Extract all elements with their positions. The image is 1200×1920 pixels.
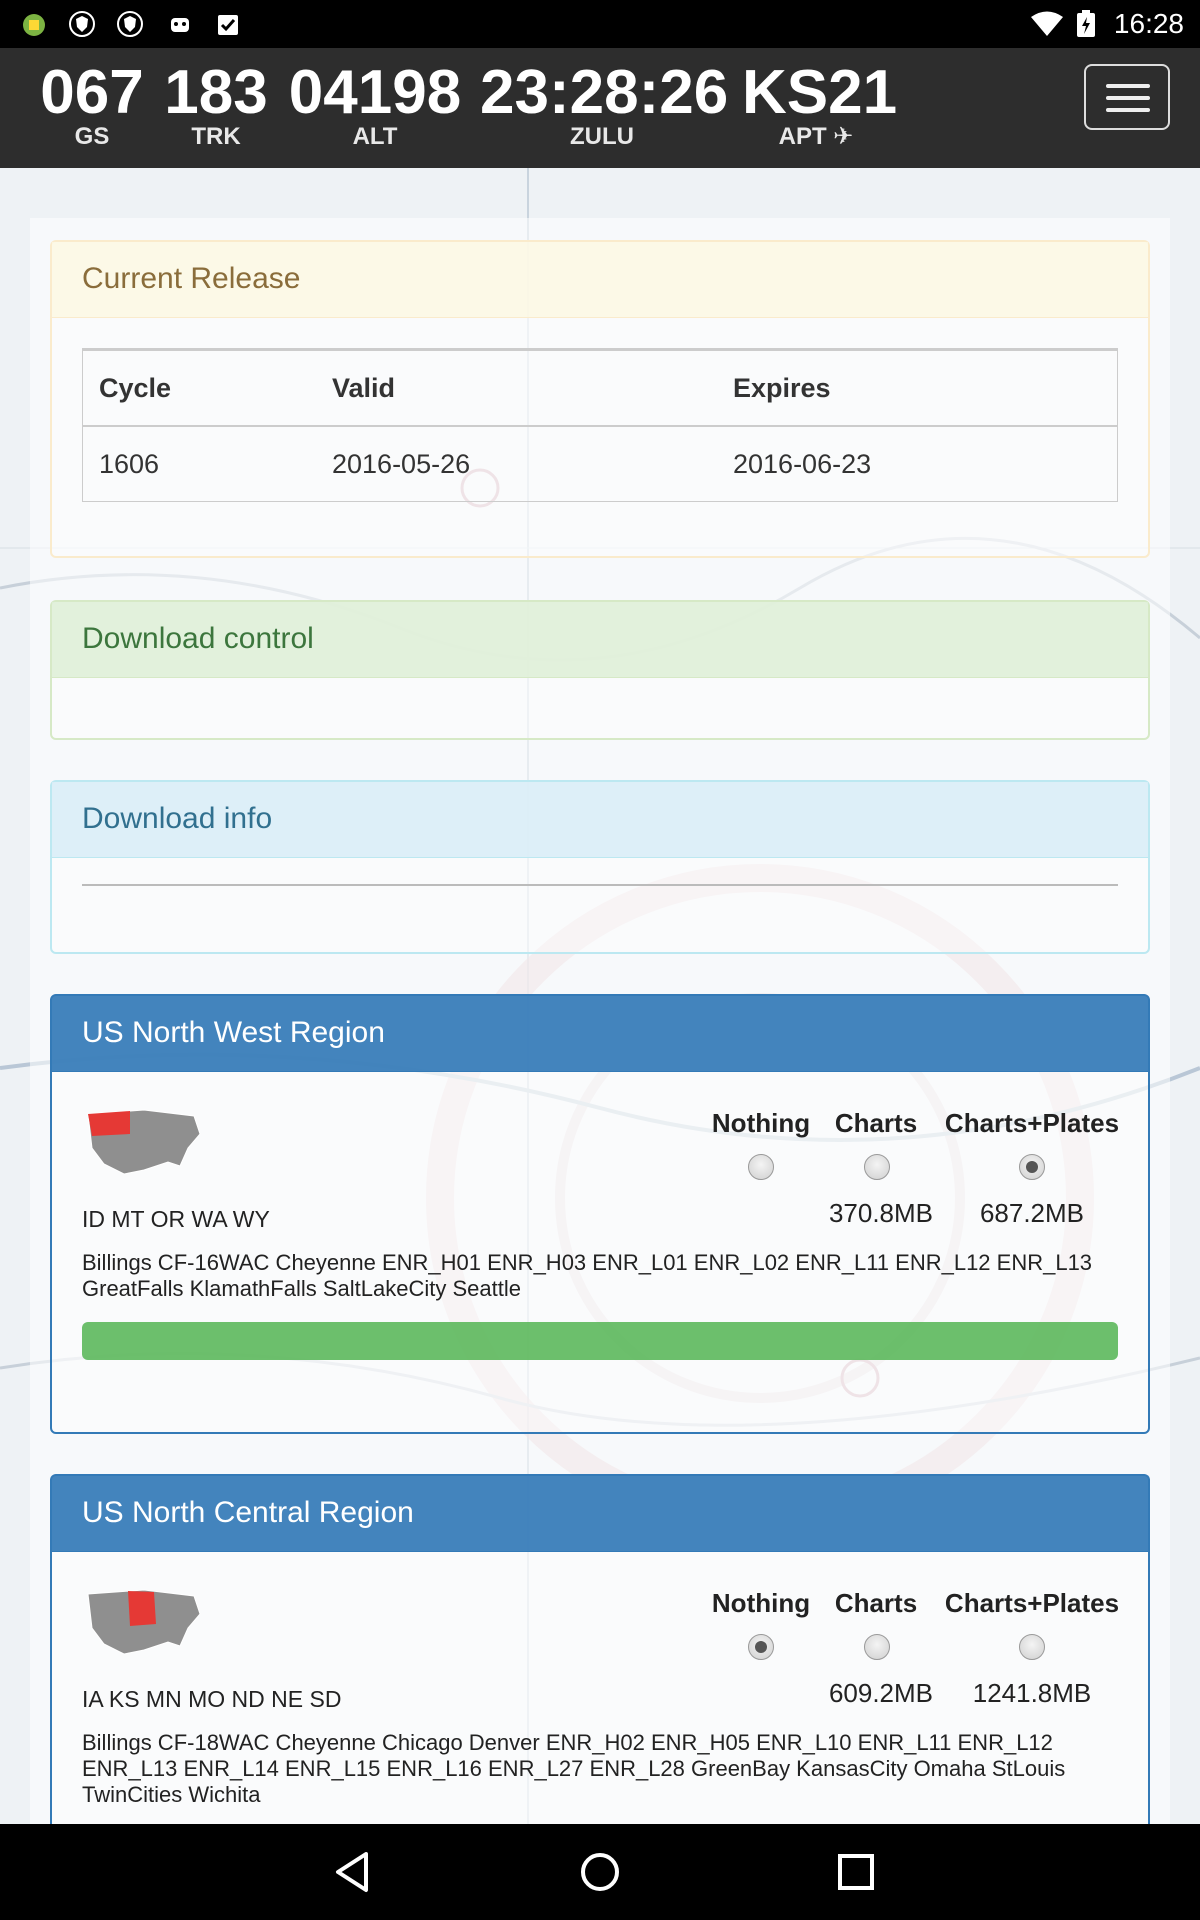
region-panel-north-west — [50, 994, 1150, 1434]
recents-icon[interactable] — [834, 1850, 878, 1894]
region-states: ID MT OR WA WY — [82, 1206, 270, 1232]
home-icon[interactable] — [578, 1850, 622, 1894]
option-charts-plates-label: Charts+Plates — [944, 1108, 1120, 1138]
option-nothing-label: Nothing — [711, 1588, 811, 1618]
hamburger-icon — [1106, 84, 1150, 88]
zulu-time — [480, 58, 729, 150]
table-header-row — [83, 350, 1118, 427]
ground-speed-label: GS — [74, 123, 110, 150]
radio-charts[interactable] — [864, 1154, 890, 1180]
navigation-bar — [0, 1824, 1200, 1920]
option-charts-label: Charts — [834, 1108, 918, 1138]
altitude — [288, 58, 462, 150]
col-valid: Valid — [316, 350, 717, 427]
current-release-title: Current Release — [52, 242, 1148, 318]
cycle-value: 1606 — [83, 426, 317, 502]
valid-value: 2016-05-26 — [316, 426, 717, 502]
android-debug-icon — [20, 10, 48, 38]
track-value: 183 — [164, 58, 268, 127]
track — [164, 58, 268, 150]
col-expires: Expires — [717, 350, 1118, 427]
radio-charts-plates[interactable] — [1019, 1634, 1045, 1660]
current-release-panel — [50, 240, 1150, 558]
expires-value: 2016-06-23 — [717, 426, 1118, 502]
radio-charts-plates[interactable] — [1019, 1154, 1045, 1180]
zulu-time-value: 23:28:26 — [480, 58, 729, 127]
charts-plates-size: 1241.8MB — [972, 1678, 1092, 1708]
divider — [82, 884, 1118, 886]
us-map-northcentral-icon — [84, 1584, 204, 1660]
back-icon[interactable] — [330, 1850, 374, 1894]
us-map-northwest-icon — [84, 1104, 204, 1180]
status-bar — [0, 0, 1200, 48]
altitude-value: 04198 — [288, 58, 462, 127]
track-label: TRK — [191, 123, 241, 150]
ground-speed-value: 067 — [40, 58, 144, 127]
region-title: US North West Region — [52, 996, 1148, 1072]
region-panel-north-central — [50, 1474, 1150, 1854]
android-icon — [166, 10, 194, 38]
download-info-title: Download info — [52, 782, 1148, 858]
zulu-time-label: ZULU — [570, 123, 634, 150]
download-control-title: Download control — [52, 602, 1148, 678]
download-progress-bar — [82, 1322, 1118, 1360]
region-chart-list: Billings CF-18WAC Cheyenne Chicago Denver ENR_H02 ENR_H05 ENR_L10 ENR_L11 ENR_L12 ENR_L13 ENR_L14 ENR_L15 ENR_L16 ENR_L27 ENR_L28 GreenBay KansasCity Omaha StLouis TwinCities Wichita — [82, 1730, 1066, 1807]
menu-button[interactable] — [1084, 64, 1170, 130]
download-control-panel — [50, 600, 1150, 740]
hamburger-icon-bar — [1106, 96, 1150, 100]
radio-nothing[interactable] — [748, 1634, 774, 1660]
charts-size: 370.8MB — [828, 1198, 934, 1228]
region-states: IA KS MN MO ND NE SD — [82, 1686, 342, 1712]
hamburger-icon-bar — [1106, 108, 1150, 112]
radio-charts[interactable] — [864, 1634, 890, 1660]
option-charts-plates-label: Charts+Plates — [944, 1588, 1120, 1618]
region-title: US North Central Region — [52, 1476, 1148, 1552]
ground-speed — [40, 58, 144, 150]
clipboard-check-icon — [214, 10, 242, 38]
option-nothing-label: Nothing — [711, 1108, 811, 1138]
wifi-icon — [1030, 10, 1064, 38]
airport-value: KS21 — [742, 58, 898, 127]
altitude-label: ALT — [352, 123, 398, 150]
clock: 16:28 — [1113, 8, 1184, 39]
region-chart-list: Billings CF-16WAC Cheyenne ENR_H01 ENR_H03 ENR_L01 ENR_L02 ENR_L11 ENR_L12 ENR_L13 GreatFalls KlamathFalls SaltLakeCity Seattle — [82, 1250, 1093, 1301]
download-info-panel — [50, 780, 1150, 954]
radio-nothing[interactable] — [748, 1154, 774, 1180]
release-table — [82, 348, 1118, 502]
airport-label: APT ✈ — [778, 123, 854, 150]
airport — [742, 58, 898, 150]
shield-icon — [68, 10, 96, 38]
option-charts-label: Charts — [834, 1588, 918, 1618]
table-row — [83, 426, 1118, 502]
charts-size: 609.2MB — [828, 1678, 934, 1708]
col-cycle: Cycle — [83, 350, 317, 427]
shield-icon — [116, 10, 144, 38]
charts-plates-size: 687.2MB — [979, 1198, 1085, 1228]
instrument-bar — [0, 48, 1200, 168]
battery-charging-icon — [1076, 10, 1096, 38]
